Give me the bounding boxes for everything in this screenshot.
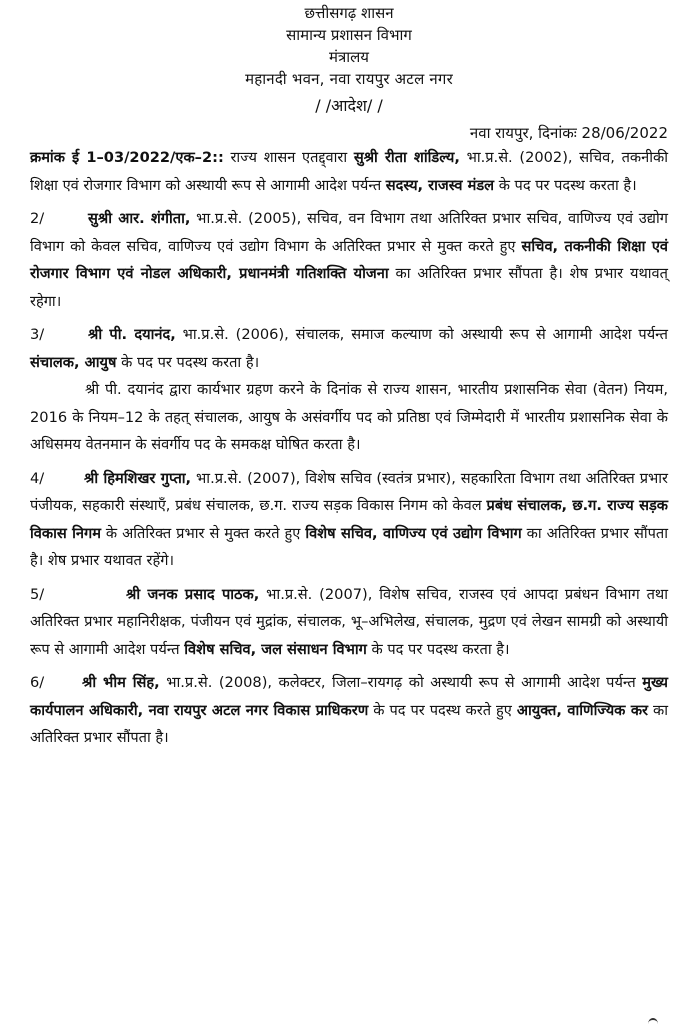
header-ministry: मंत्रालय <box>328 48 369 66</box>
order-date-line: नवा रायपुर, दिनांकः 28/06/2022 <box>469 124 668 142</box>
officer-name: श्री पी. दयानंद, <box>88 326 176 343</box>
document-header <box>30 0 668 90</box>
paragraph-2: 2/ सुश्री आर. शंगीता, भा.प्र.से. (2005), सचिव, वन विभाग तथा अतिरिक्त प्रभार सचिव, वाणिज्य एवं उद्योग विभाग को केवल सचिव, वाणिज्य एवं उद्योग विभाग के अतिरिक्त प्रभार से मुक्त करते हुए सचिव, तकनीकी शिक्षा एवं रोजगार विभाग एवं नोडल अधिकारी, प्रधानमंत्री गतिशक्ति योजना का अतिरिक्त प्रभार सौंपता है। शेष प्रभार यथावत् रहेगा। <box>30 205 668 315</box>
officer-name: श्री हिमशिखर गुप्ता, <box>84 469 192 487</box>
paragraph-6: 6/ श्री भीम सिंह, भा.प्र.से. (2008), कलेक्टर, जिला–रायगढ़ को अस्थायी रूप से आगामी आदेश पर्यन्त मुख्य कार्यपालन अधिकारी, नवा रायपुर अटल नगर विकास प्राधिकरण के पद पर पदस्थ करते हुए आयुक्त, वाणिज्यिक कर का अतिरिक्त प्रभार सौंपता है। <box>30 669 668 752</box>
paragraph-4: 4/ श्री हिमशिखर गुप्ता, भा.प्र.से. (2007), विशेष सचिव (स्वतंत्र प्रभार), सहकारिता विभाग तथा अतिरिक्त प्रभार पंजीयक, सहकारी संस्थाएँ, प्रबंध संचालक, छ.ग. राज्य सड़क विकास निगम को केवल प्रबंध संचालक, छ.ग. राज्य सड़क विकास निगम के अतिरिक्त प्रभार से मुक्त करते हुए विशेष सचिव, वाणिज्य एवं उद्योग विभाग का अतिरिक्त प्रभार सौंपता है। शेष प्रभार यथावत रहेंगे। <box>30 465 668 575</box>
paragraph-3-continuation: श्री पी. दयानंद द्वारा कार्यभार ग्रहण करने के दिनांक से राज्य शासन, भारतीय प्रशासनिक सेवा (वेतन) नियम, 2016 के नियम–12 के तहत् संचालक, आयुष के असंवर्गीय पद को प्रतिष्ठा एवं जिम्मेदारी में भारतीय प्रशासनिक सेवा के अधिसमय वेतनमान के संवर्गीय पद के समकक्ष घोषित करता है। <box>30 381 668 453</box>
posting-designation: संचालक, आयुष <box>30 353 117 371</box>
order-title: / /आदेश/ / <box>315 96 383 115</box>
paragraph-5: 5/ श्री जनक प्रसाद पाठक, भा.प्र.से. (2007), विशेष सचिव, राजस्व एवं आपदा प्रबंधन विभाग तथा अतिरिक्त प्रभार महानिरीक्षक, पंजीयन एवं मुद्रांक, संचालक, भू–अभिलेख, संचालक, मुद्रण एवं लेखन सामग्री को अस्थायी रूप से आगामी आदेश पर्यन्त विशेष सचिव, जल संसाधन विभाग के पद पर पदस्थ करता है। <box>30 581 668 664</box>
paragraph-number: 6/ <box>30 674 45 691</box>
paragraph-number: 2/ <box>30 210 45 227</box>
additional-charge-designation: आयुक्त, वाणिज्यिक कर <box>516 701 648 719</box>
posting-designation: विशेष सचिव, जल संसाधन विभाग <box>184 640 367 658</box>
header-address: महानदी भवन, नवा रायपुर अटल नगर <box>245 70 453 88</box>
paragraph-3: 3/ श्री पी. दयानंद, भा.प्र.से. (2006), संचालक, समाज कल्याण को अस्थायी रूप से आगामी आदेश पर्यन्त संचालक, आयुष के पद पर पदस्थ करता है। <box>30 321 668 376</box>
officer-name: सुश्री रीता शांडिल्य, <box>353 149 460 166</box>
paragraph-number: 3/ <box>30 326 45 343</box>
posting-designation: मुख्य कार्यपालन अधिकारी, नवा रायपुर अटल नगर विकास प्राधिकरण <box>30 674 668 719</box>
officer-name: श्री भीम सिंह, <box>82 674 160 691</box>
officer-name: श्री जनक प्रसाद पाठक, <box>126 585 260 603</box>
header-government: छत्तीसगढ़ शासन <box>304 4 394 22</box>
officer-name: सुश्री आर. शंगीता, <box>88 210 191 227</box>
page-corner-mark <box>648 1018 658 1030</box>
paragraph-number: 5/ <box>30 585 45 603</box>
posting-designation: सदस्य, राजस्व मंडल <box>385 176 495 194</box>
paragraph-number: 4/ <box>30 469 45 487</box>
header-department: सामान्य प्रशासन विभाग <box>286 26 412 44</box>
paragraph-1: क्रमांक ई 1–03/2022/एक–2:: राज्य शासन एतद्द्वारा सुश्री रीता शांडिल्य, भा.प्र.से. (2002), सचिव, तकनीकी शिक्षा एवं रोजगार विभाग को अस्थायी रूप से आगामी आदेश पर्यन्त सदस्य, राजस्व मंडल के पद पर पदस्थ करता है। <box>30 149 668 194</box>
posting-designation: सचिव, तकनीकी शिक्षा एवं रोजगार विभाग एवं नोडल अधिकारी, प्रधानमंत्री गतिशक्ति योजना <box>30 237 668 282</box>
relieved-designation: प्रबंध संचालक, छ.ग. राज्य सड़क विकास निगम <box>30 497 668 542</box>
order-reference-number: क्रमांक ई 1–03/2022/एक–2:: <box>30 149 224 166</box>
posting-designation: विशेष सचिव, वाणिज्य एवं उद्योग विभाग <box>305 524 522 542</box>
